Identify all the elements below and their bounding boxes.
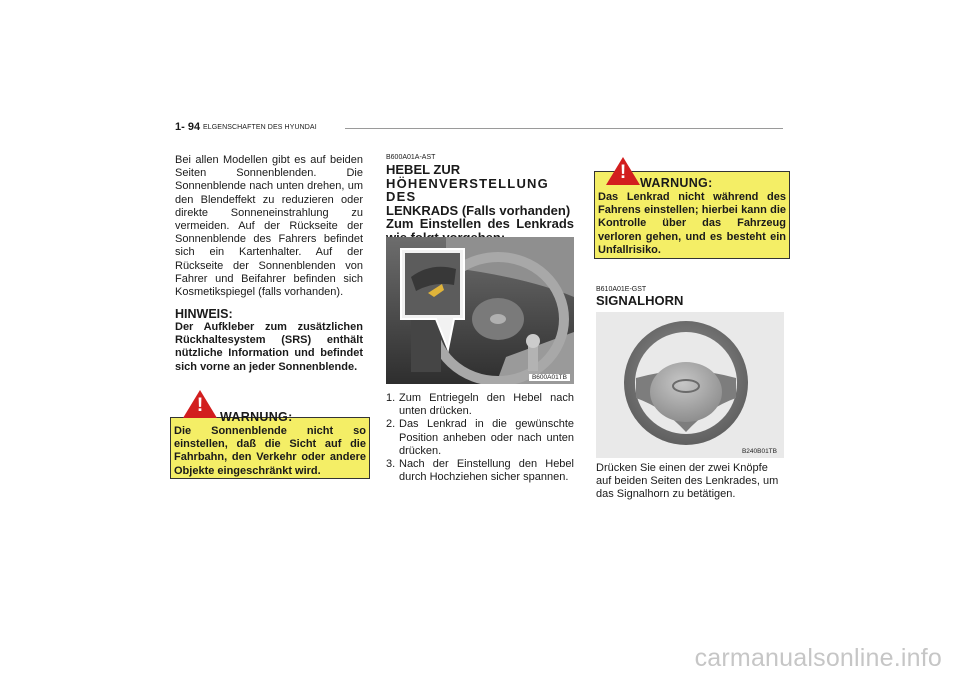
photo-caption: B600A01TB	[529, 374, 570, 381]
note-body: Der Aufkleber zum zusätzlichen Rückhaltesystem (SRS) enthält nützliche Information und befindet sich vorne an jeder Sonnenblende.	[175, 321, 363, 373]
section-code: B610A01E-GST	[596, 286, 647, 293]
steering-wheel-icon	[596, 312, 784, 458]
header-rule	[345, 128, 783, 129]
step-item: 2. Das Lenkrad in die gewünschte Position anheben oder nach unten drücken.	[386, 418, 574, 457]
note-title: HINWEIS:	[175, 307, 233, 321]
adjustment-steps	[386, 392, 574, 484]
horn-heading: SIGNALHORN	[596, 293, 684, 308]
steering-column-photo	[386, 237, 574, 384]
heading-line-1: HEBEL ZUR	[386, 162, 461, 177]
steering-wheel-photo	[596, 312, 784, 458]
warning-title: WARNUNG:	[220, 410, 293, 424]
horn-description: Drücken Sie einen der zwei Knöpfe auf beiden Seiten des Lenkrades, um das Signalhorn zu betätigen.	[596, 462, 779, 501]
heading-line-3: LENKRADS (Falls vorhanden)	[386, 202, 571, 218]
page-number: 1- 94	[175, 121, 201, 133]
warning-title: WARNUNG:	[640, 176, 713, 190]
watermark: carmanualsonline.info	[694, 644, 942, 672]
photo-caption: B240B01TB	[741, 448, 777, 455]
section-code: B600A01A-AST	[386, 154, 436, 161]
steering-column-illustration	[386, 237, 574, 384]
section-title: ELGENSCHAFTEN DES HYUNDAI	[203, 124, 317, 131]
warning-triangle-icon: !	[606, 157, 640, 185]
sunvisor-warning-box	[170, 410, 370, 479]
step-item: 1. Zum Entriegeln den Hebel nach unten drücken.	[386, 392, 574, 418]
warning-text: Das Lenkrad nicht während des Fahrens einstellen; hierbei kann die Kontrolle über das Fahrzeug verloren gehen, und es besteht ein Unfallrisiko.	[598, 191, 786, 256]
steering-adjust-heading	[386, 163, 574, 244]
heading-subtitle: Zum Einstellen des Lenkrads	[386, 216, 574, 231]
warning-text: Die Sonnenblende nicht so einstellen, daß die Sicht auf die Fahrbahn, den Verkehr oder andere Objekte eingeschränkt wird.	[174, 425, 366, 477]
sunvisor-intro-text: Bei allen Modellen gibt es auf beiden Seiten Sonnenblenden. Die Sonnenblende nach unten drehen, um den Blendeffekt zu reduzieren oder direkte Sonneneinstrahlung zu vermeiden. Auf der Rückseite der Sonnenblende des Fahrers befindet sich ein Kartenhalter. Auf der Rückseite der Sonnenblenden von Fahrer und Beifahrer befinden sich Kosmetikspiegel (falls vorhanden).	[175, 154, 363, 299]
step-item: 3. Nach der Einstellung den Hebel durch Hochziehen sicher spannen.	[386, 458, 574, 484]
warning-triangle-icon: !	[183, 390, 217, 418]
heading-line-2: HÖHENVERSTELLUNG DES	[386, 175, 549, 204]
